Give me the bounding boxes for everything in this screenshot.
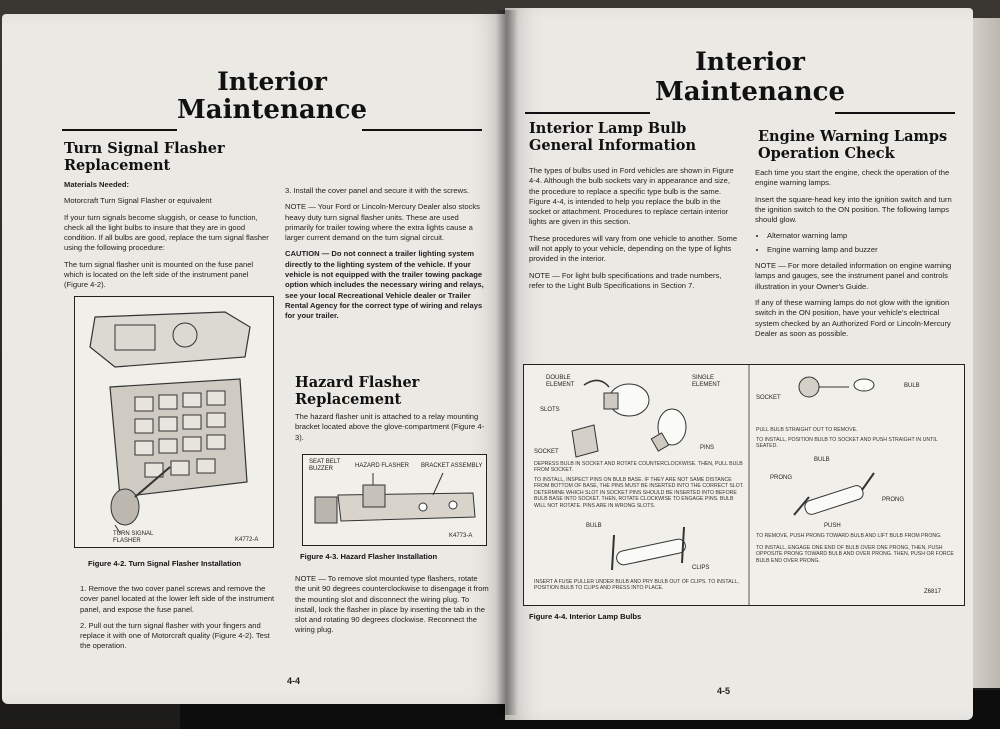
engine-lamps-heading: Engine Warning Lamps Operation Check — [758, 128, 948, 162]
fig43-seatbelt-label: SEAT BELT BUZZER — [309, 459, 341, 472]
engine-paragraph-2: Insert the square-head key into the ignition switch and turn the ignition switch to the ON position. The following lamps should glow. — [755, 194, 952, 225]
engine-lamps-text — [755, 168, 955, 345]
caution-trailer: CAUTION — Do not connect a trailer lighting system directly to the lighting system of the vehicle. If your vehicle is not equipped with the trailer towing package option which includes the necessary wiring and relays, see your local Recreational Vehicle dealer or Trailer Rental Agency for the correct type of wiring and relays for your trailer. — [285, 249, 484, 321]
fig44-push-note: TO INSTALL, POSITION BULB TO SOCKET AND PUSH STRAIGHT IN UNTIL SEATED. — [756, 437, 938, 450]
warning-lamp-list — [755, 231, 955, 255]
lamp-note: NOTE — For light bulb specifications and trade numbers, refer to the Light Bulb Specifications in Section 7. — [529, 270, 722, 290]
page-title-line2: Maintenance — [177, 95, 367, 125]
fig44-bulb-clips-label: BULB — [586, 523, 602, 529]
fig44-remove-note: TO REMOVE, PUSH PRONG TOWARD BULB AND LIFT BULB FROM PRONG. — [756, 533, 942, 539]
engine-paragraph-3: If any of these warning lamps do not glow with the ignition switch in the ON position, have your vehicle's electrical system checked by an Authorized Ford or Lincoln-Mercury Dealer as soon as possible. — [755, 297, 951, 338]
turn-paragraph-1: If your turn signals become sluggish, or cease to function, check all the light bulbs to insure that they are in good condition. If all bulbs are good, replace the turn signal flasher using the following procedure: — [64, 212, 269, 253]
fig43-code: K4773-A — [449, 533, 473, 539]
hazard-paragraph: The hazard flasher unit is attached to a relay mounting bracket located above the glove-compartment (Figure 4-3). — [295, 412, 485, 442]
fig44-prong-bulb: BULB — [814, 457, 830, 463]
title-rule-left — [62, 129, 177, 131]
title-rule-right — [835, 112, 955, 114]
hazard-heading: Hazard Flasher Replacement — [295, 374, 420, 408]
lamp-paragraph-2: These procedures will vary from one vehicle to another. Some will not apply to your vehicle, depending on the type of lights provided in the interior. — [529, 233, 738, 264]
fig44-install-note: TO INSTALL, INSPECT PINS ON BULB BASE. IF THEY ARE NOT SAME DISTANCE FROM BOTTOM OF BASE, THE PINS MUST BE INSERTED INTO THE CORRECT SLOT. DETERMINE WHICH SLOT IN SOCKET PINS SHOULD BE INSERTED INTO BEFORE BULB BASE INTO SOCKET. THEN, ROTATE CLOCKWISE TO ENGAGE PINS. BULB WILL NOT ROTATE. PINS ARE IN WRONG SLOTS. — [534, 477, 744, 509]
fig43-bracket-label: BRACKET ASSEMBLY — [421, 463, 483, 469]
fig42-code: K4772-A — [235, 537, 259, 543]
lamp-bulb-heading: Interior Lamp Bulb General Information — [529, 120, 696, 154]
page-title-line1: Interior — [217, 67, 327, 96]
figure-4-3-caption: Figure 4-3. Hazard Flasher Installation — [300, 552, 438, 561]
fig44-bulb-right: BULB — [904, 383, 920, 389]
title-rule-left — [525, 112, 650, 114]
fig44-slots: SLOTS — [540, 407, 560, 413]
engine-paragraph-1: Each time you start the engine, check the operation of the engine warning lamps. — [755, 168, 950, 188]
figure-4-2 — [74, 296, 274, 548]
fig44-socket-right: SOCKET — [756, 395, 781, 401]
lamp-paragraph-1: The types of bulbs used in Ford vehicles are shown in Figure 4-4. Although the bulb sockets vary in appearance and size, the procedure to replace a specific type bulb is the same. Figure 4-4, is intended to help you replace the bulb in the socket or attachment. Procedures to replace certain interior lights are given in this section. — [529, 166, 734, 227]
turn-paragraph-2: The turn signal flasher unit is mounted on the fuse panel which is located on the left side of the instrument panel (Figure 4-2). — [64, 259, 254, 290]
left-page — [2, 14, 507, 704]
figure-4-2-caption: Figure 4-2. Turn Signal Flasher Installation — [88, 559, 242, 568]
title-rule-right — [362, 129, 482, 131]
fig44-clips: CLIPS — [692, 565, 710, 571]
figure-4-4 — [523, 364, 965, 606]
fig42-flasher-label: TURN SIGNAL FLASHER — [113, 531, 154, 544]
fig43-hazard-label: HAZARD FLASHER — [355, 463, 410, 469]
fig44-push: PUSH — [824, 523, 841, 529]
figure-4-3 — [302, 454, 487, 546]
fig44-prong-left: PRONG — [770, 475, 793, 481]
materials-label: Materials Needed: — [64, 180, 129, 189]
fig44-code: Z6817 — [924, 589, 942, 595]
page-title-line2: Maintenance — [655, 77, 845, 107]
note-heavy-duty: NOTE — Your Ford or Lincoln-Mercury Dealer also stocks heavy duty turn signal flasher units. These are used primarily for trailer towing where the extra lights cause a larger current demand on the turn signal circuit. — [285, 202, 480, 243]
fig44-pull-note: PULL BULB STRAIGHT OUT TO REMOVE. — [756, 427, 858, 433]
fig44-double-element: DOUBLE ELEMENT — [546, 375, 575, 388]
left-page-number: 4-4 — [287, 676, 301, 686]
figure-4-4-caption: Figure 4-4. Interior Lamp Bulbs — [529, 612, 642, 621]
right-page-number: 4-5 — [717, 686, 731, 696]
note-slot-flashers: NOTE — To remove slot mounted type flashers, rotate the unit 90 degrees counterclockwise to disengage it from the mounting slot and disconnect the wiring plug. To install, lock the flasher in place by inserting the tab in the slot and rotating 90 degrees clockwise. Reconnect the wiring plug. — [295, 574, 489, 635]
fig44-prong-right: PRONG — [882, 497, 905, 503]
right-column-text — [285, 186, 485, 328]
materials-item: Motorcraft Turn Signal Flasher or equivalent — [64, 196, 212, 206]
turn-signal-heading: Turn Signal Flasher Replacement — [64, 140, 225, 174]
step-1: 1. Remove the two cover panel screws and remove the cover panel located at the lower left side of the instrument panel, and expose the fuse panel. — [80, 584, 275, 614]
fuse-panel-illustration — [75, 297, 273, 547]
right-page — [505, 8, 973, 720]
engine-note: NOTE — For more detailed information on engine warning lamps and gauges, see the instrument panel and controls illustration in your Owner's Guide. — [755, 261, 952, 291]
lamp-bulb-text — [529, 166, 739, 297]
fig44-single-element: SINGLE ELEMENT — [692, 375, 721, 388]
turn-signal-text — [64, 180, 269, 297]
bullet-alternator: • Alternator warning lamp — [767, 231, 955, 241]
fig44-pins: PINS — [700, 445, 715, 451]
fig44-socket: SOCKET — [534, 449, 559, 455]
bullet-engine-buzzer: • Engine warning lamp and buzzer — [767, 245, 955, 255]
book-gutter — [496, 10, 518, 715]
page-title-line1: Interior — [695, 47, 805, 76]
step-2: 2. Pull out the turn signal flasher with your fingers and replace it with one of Motorcraft quality (Figure 4-2). Test the operation. — [80, 620, 270, 651]
step-3: 3. Install the cover panel and secure it with the screws. — [285, 186, 470, 195]
fig44-install-prong-note: TO INSTALL, ENGAGE ONE END OF BULB OVER ONE PRONG, THEN, PUSH OPPOSITE PRONG TOWARD BULB AND OVER PRONG. THEN, PUSH OR FORCE BULB END OVER PRONG. — [756, 545, 954, 564]
steps-1-2 — [80, 584, 280, 658]
fig44-fuse-puller-note: INSERT A FUSE PULLER UNDER BULB AND PRY BULB OUT OF CLIPS. TO INSTALL, POSITION BULB TO CLIPS AND PRESS INTO PLACE. — [534, 579, 739, 592]
fig44-depress-note: DEPRESS BULB IN SOCKET AND ROTATE COUNTERCLOCKWISE. THEN, PULL BULB FROM SOCKET. — [534, 461, 743, 474]
